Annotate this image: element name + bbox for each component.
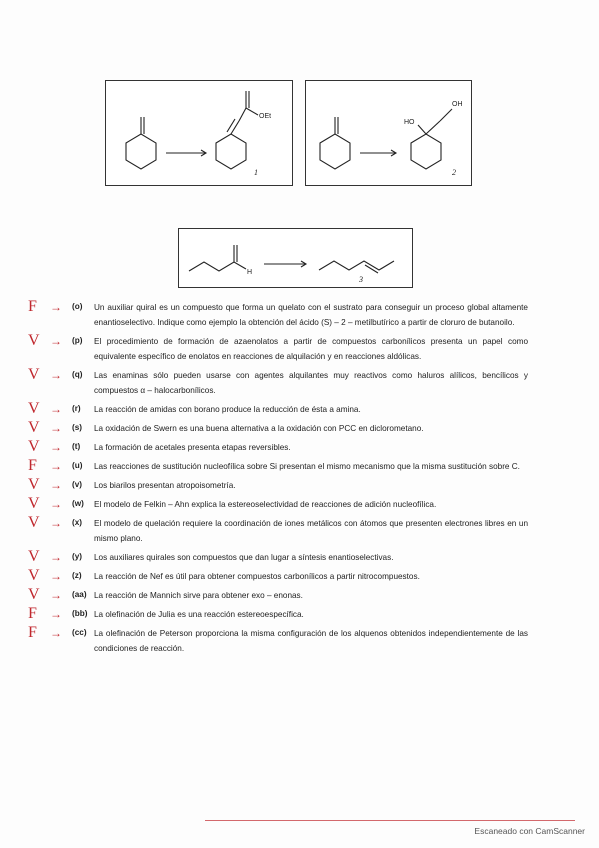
arrow-icon: → — [50, 421, 62, 435]
compound-number-3: 3 — [359, 275, 363, 284]
statement-w — [28, 497, 528, 512]
statement-v — [28, 478, 528, 493]
butanal-chain — [189, 262, 246, 271]
statement-list — [28, 300, 528, 660]
answer-mark: V — [28, 419, 40, 436]
statement-o — [28, 300, 528, 330]
statement-r — [28, 402, 528, 417]
arrow-icon: → — [50, 569, 62, 583]
compound-number-2: 2 — [452, 168, 456, 177]
statement-code: (o) — [72, 302, 83, 311]
statement-code: (cc) — [72, 628, 87, 637]
statement-code: (t) — [72, 442, 81, 451]
scheme-1-drawing — [106, 81, 292, 185]
arrow-icon: → — [50, 497, 62, 511]
answer-mark: F — [28, 624, 37, 641]
reaction-scheme-2 — [305, 80, 472, 186]
statement-code: (p) — [72, 336, 83, 345]
scanner-watermark: Escaneado con CamScanner — [474, 826, 585, 836]
statement-code: (bb) — [72, 609, 88, 618]
statement-text: La olefinación de Peterson proporciona la misma configuración de los alquenos obtenidos independientemente de las condiciones de reacción. — [94, 629, 528, 653]
footer-divider — [205, 820, 575, 821]
statement-code: (u) — [72, 461, 83, 470]
diol-ring — [411, 134, 441, 169]
arrow-icon: → — [50, 440, 62, 454]
compound-number-1: 1 — [254, 168, 258, 177]
arrow-icon: → — [50, 402, 62, 416]
statement-cc — [28, 626, 528, 656]
answer-mark: V — [28, 366, 40, 383]
statement-text: La olefinación de Julia es una reacción estereoespecífica. — [94, 610, 304, 619]
statement-text: Un auxiliar quiral es un compuesto que forma un quelato con el sustrato para conseguir un proceso global altamente enantioselectivo. Indique como ejemplo la obtención del ácido (S) – 2 – metilbutírico a partir de cloruro de butanoilo. — [94, 303, 528, 327]
statement-text: Los auxiliares quirales son compuestos que dan lugar a síntesis enantioselectivas. — [94, 553, 394, 562]
answer-mark: F — [28, 457, 37, 474]
answer-mark: V — [28, 495, 40, 512]
cyclohexanone-ring — [126, 134, 156, 169]
answer-mark: F — [28, 298, 37, 315]
answer-mark: V — [28, 514, 40, 531]
answer-mark: V — [28, 476, 40, 493]
statement-code: (s) — [72, 423, 83, 432]
statement-code: (v) — [72, 480, 83, 489]
statement-code: (y) — [72, 552, 83, 561]
scheme-3-drawing — [179, 229, 412, 287]
statement-z — [28, 569, 528, 584]
reaction-scheme-3 — [178, 228, 413, 288]
statement-text: El modelo de Felkin – Ahn explica la estereoselectividad de reacciones de adición nucleofílica. — [94, 500, 437, 509]
statement-t — [28, 440, 528, 455]
statement-x — [28, 516, 528, 546]
statement-code: (aa) — [72, 590, 87, 599]
statement-code: (z) — [72, 571, 82, 580]
alkene-chain — [319, 261, 394, 270]
oet-label: OEt — [259, 113, 272, 120]
statement-code: (r) — [72, 404, 81, 413]
statement-code: (w) — [72, 499, 84, 508]
statement-text: La reacción de Nef es útil para obtener compuestos carbonílicos a partir nitrocompuestos. — [94, 572, 420, 581]
statement-text: El procedimiento de formación de azaenolatos a partir de compuestos carbonílicos presenta un papel como equivalente específico de enolatos en reacciones de alquilación y en reacciones aldólicas. — [94, 337, 528, 361]
statement-text: La formación de acetales presenta etapas reversibles. — [94, 443, 291, 452]
statement-text: Las reacciones de sustitución nucleofílica sobre Si presentan el mismo mecanismo que la misma sustitución sobre C. — [94, 462, 520, 471]
statement-code: (x) — [72, 518, 83, 527]
arrow-icon: → — [50, 368, 62, 382]
arrow-icon: → — [50, 588, 62, 602]
arrow-icon: → — [50, 300, 62, 314]
scheme-2-drawing — [306, 81, 471, 185]
statement-q — [28, 368, 528, 398]
statement-text: Las enaminas sólo pueden usarse con agentes alquilantes muy reactivos como haluros alílicos, bencílicos y compuestos α – halocarbonílicos. — [94, 371, 528, 395]
oh-label: OH — [452, 101, 463, 108]
arrow-icon: → — [50, 334, 62, 348]
statement-text: La reacción de Mannich sirve para obtener exo – enonas. — [94, 591, 303, 600]
statement-p — [28, 334, 528, 364]
answer-mark: V — [28, 438, 40, 455]
statement-text: La reacción de amidas con borano produce la reducción de ésta a amina. — [94, 405, 361, 414]
statement-bb — [28, 607, 528, 622]
arrow-icon: → — [50, 626, 62, 640]
arrow-icon: → — [50, 607, 62, 621]
statement-y — [28, 550, 528, 565]
answer-mark: V — [28, 400, 40, 417]
statement-aa — [28, 588, 528, 603]
answer-mark: V — [28, 567, 40, 584]
h-label: H — [247, 269, 253, 276]
answer-mark: V — [28, 586, 40, 603]
arrow-icon: → — [50, 550, 62, 564]
statement-text: La oxidación de Swern es una buena alternativa a la oxidación con PCC en diclorometano. — [94, 424, 424, 433]
statement-text: El modelo de quelación requiere la coordinación de iones metálicos con átomos que presenten electrones libres en un mismo plano. — [94, 519, 528, 543]
arrow-icon: → — [50, 478, 62, 492]
answer-mark: V — [28, 332, 40, 349]
arrow-icon: → — [50, 459, 62, 473]
statement-u — [28, 459, 528, 474]
statement-code: (q) — [72, 370, 83, 379]
answer-mark: F — [28, 605, 37, 622]
statement-s — [28, 421, 528, 436]
answer-mark: V — [28, 548, 40, 565]
reaction-scheme-1 — [105, 80, 293, 186]
statement-text: Los biarilos presentan atropoisometría. — [94, 481, 236, 490]
cyclohexanone-ring-2 — [320, 134, 350, 169]
ho-label: HO — [404, 119, 415, 126]
arrow-icon: → — [50, 516, 62, 530]
cyclohexylidene-ring — [216, 134, 246, 169]
